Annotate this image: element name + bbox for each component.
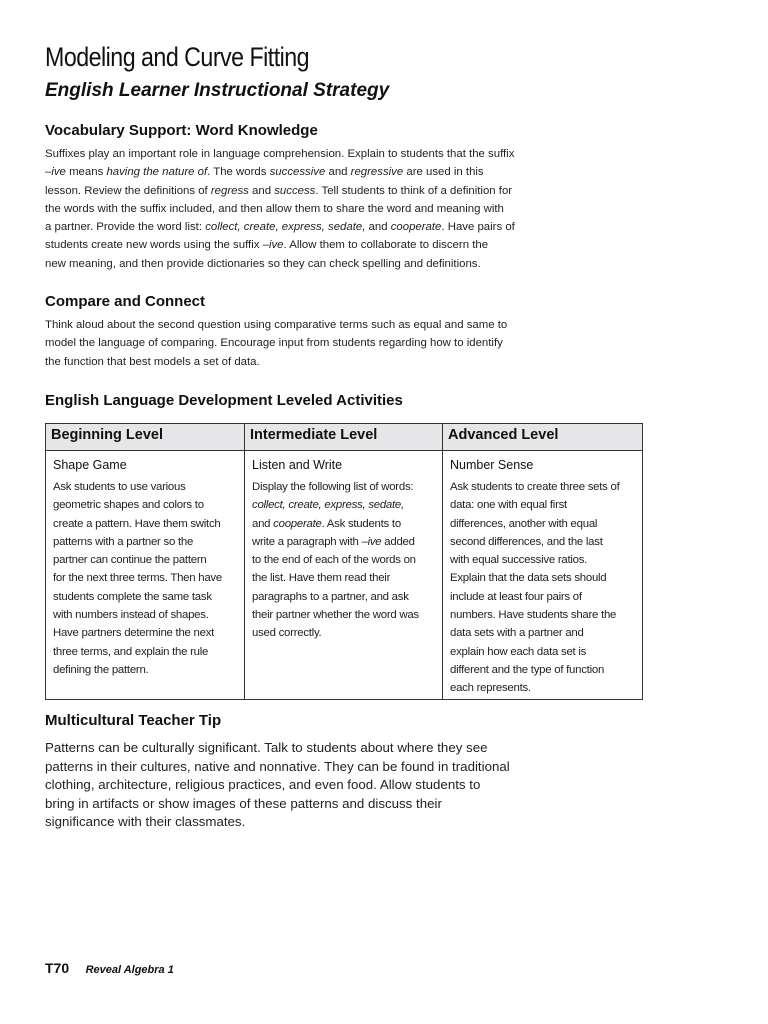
text-run: students create new words using the suffix bbox=[45, 239, 263, 252]
page-subtitle: English Learner Instructional Strategy bbox=[45, 80, 390, 101]
advanced-level-cell bbox=[443, 451, 643, 700]
text-run: . The words bbox=[207, 166, 270, 179]
text-run: the list. Have them read their bbox=[252, 572, 391, 585]
text-run: and bbox=[248, 184, 275, 197]
text-run: added bbox=[381, 535, 415, 548]
italic-text: regress bbox=[210, 184, 249, 197]
text-run: bring in artifacts or show images of these patterns and discuss their bbox=[45, 795, 442, 811]
text-line bbox=[45, 182, 535, 200]
leveled-activities-table bbox=[45, 423, 643, 700]
text-run: the function that best models a set of data. bbox=[45, 355, 260, 368]
book-title: Reveal Algebra 1 bbox=[85, 964, 174, 976]
text-line bbox=[450, 679, 635, 697]
text-line bbox=[45, 163, 535, 181]
text-run: differences, another with equal bbox=[450, 517, 598, 530]
text-run: for the next three terms. Then have bbox=[53, 572, 222, 585]
text-run: include at least four pairs of bbox=[450, 590, 582, 603]
text-line bbox=[45, 813, 545, 832]
text-run: second differences, and the last bbox=[450, 535, 603, 548]
italic-text: –ive bbox=[262, 239, 284, 252]
text-line bbox=[252, 588, 435, 606]
text-line bbox=[45, 334, 535, 352]
text-line bbox=[450, 588, 635, 606]
text-line bbox=[45, 200, 535, 218]
tip-heading: Multicultural Teacher Tip bbox=[45, 712, 222, 729]
italic-text: cooperate bbox=[390, 221, 442, 234]
text-run: students complete the same task bbox=[53, 590, 212, 603]
italic-text: success bbox=[274, 184, 316, 197]
text-line bbox=[53, 551, 237, 569]
text-line bbox=[53, 661, 237, 679]
text-line bbox=[45, 236, 535, 254]
text-line bbox=[450, 624, 635, 642]
text-line bbox=[450, 643, 635, 661]
text-line bbox=[450, 496, 635, 514]
text-line bbox=[53, 496, 237, 514]
text-run: explain how each data set is bbox=[450, 645, 587, 658]
activity-title: Number Sense bbox=[450, 458, 534, 472]
text-run: . Tell students to think of a definition for bbox=[315, 184, 513, 197]
text-line bbox=[53, 569, 237, 587]
page-footer bbox=[45, 960, 174, 978]
text-run: Display the following list of words: bbox=[252, 481, 414, 493]
text-run: used correctly. bbox=[252, 627, 322, 640]
italic-text: collect, create, express, sedate, bbox=[205, 221, 366, 234]
vocab-heading: Vocabulary Support: Word Knowledge bbox=[45, 122, 318, 139]
text-run: with numbers instead of shapes. bbox=[53, 609, 209, 622]
text-run: model the language of comparing. Encourage input from students regarding how to identify bbox=[45, 337, 503, 350]
text-run: create a pattern. Have them switch bbox=[53, 517, 221, 530]
italic-text: successive bbox=[269, 166, 326, 179]
text-run: . Have pairs of bbox=[441, 221, 515, 234]
text-line bbox=[53, 606, 237, 624]
text-run: a partner. Provide the word list: bbox=[45, 221, 206, 234]
text-line bbox=[450, 569, 635, 587]
tip-paragraph bbox=[45, 739, 545, 832]
text-run: patterns in their cultures, native and nonnative. They can be found in traditional bbox=[45, 758, 510, 774]
text-run: significance with their classmates. bbox=[45, 814, 246, 830]
text-line bbox=[45, 218, 535, 236]
text-run: to the end of each of the words on bbox=[252, 554, 416, 567]
beginning-level-cell bbox=[46, 451, 245, 700]
text-line bbox=[45, 776, 545, 795]
compare-heading: Compare and Connect bbox=[45, 293, 206, 310]
text-line bbox=[450, 606, 635, 624]
italic-text: –ive bbox=[361, 535, 382, 548]
italic-text: collect, create, express, sedate, bbox=[252, 499, 404, 512]
text-run: patterns with a partner so the bbox=[53, 535, 194, 548]
activity-text bbox=[53, 478, 237, 679]
text-line bbox=[450, 515, 635, 533]
text-line bbox=[252, 496, 435, 514]
eld-heading: English Language Development Leveled Activities bbox=[45, 392, 403, 409]
text-run: three terms, and explain the rule bbox=[53, 645, 209, 658]
italic-text: regressive bbox=[350, 166, 404, 179]
text-run: write a paragraph with bbox=[252, 535, 362, 548]
text-run: Ask students to use various bbox=[53, 481, 186, 493]
text-line bbox=[252, 606, 435, 624]
text-run: Patterns can be culturally significant. Talk to students about where they see bbox=[45, 740, 488, 755]
text-line bbox=[252, 515, 435, 533]
text-run: means bbox=[65, 166, 107, 179]
text-run: are used in this bbox=[403, 166, 484, 179]
text-line bbox=[450, 533, 635, 551]
text-run: partner can continue the pattern bbox=[53, 554, 207, 567]
text-run: Suffixes play an important role in language comprehension. Explain to students that the suffix bbox=[45, 148, 515, 160]
text-line bbox=[53, 478, 237, 496]
text-line bbox=[45, 145, 535, 163]
text-run: different and the type of function bbox=[450, 663, 605, 676]
text-line bbox=[450, 478, 635, 496]
activity-title: Shape Game bbox=[53, 458, 127, 472]
text-run: Have partners determine the next bbox=[53, 627, 215, 640]
activity-text bbox=[252, 478, 435, 643]
page-title: Modeling and Curve Fitting bbox=[45, 42, 310, 72]
text-line bbox=[53, 624, 237, 642]
intermediate-level-header: Intermediate Level bbox=[245, 424, 443, 451]
text-line bbox=[252, 478, 435, 496]
text-run: Explain that the data sets should bbox=[450, 572, 607, 585]
text-run: the words with the suffix included, and then allow them to share the word and meaning with bbox=[45, 202, 504, 215]
advanced-level-header: Advanced Level bbox=[443, 424, 643, 451]
text-line bbox=[45, 758, 545, 777]
text-run: and bbox=[252, 517, 274, 530]
text-run: and bbox=[365, 221, 391, 234]
italic-text: having the nature of bbox=[106, 166, 208, 179]
text-line bbox=[53, 588, 237, 606]
text-run: clothing, architecture, religious practices, and even food. Allow students to bbox=[45, 777, 481, 793]
text-line bbox=[45, 316, 535, 334]
text-run: lesson. Review the definitions of bbox=[45, 184, 211, 197]
text-run: with equal successive ratios. bbox=[450, 554, 588, 567]
text-line bbox=[53, 515, 237, 533]
text-run: Ask students to create three sets of bbox=[450, 481, 620, 493]
activity-title: Listen and Write bbox=[252, 458, 343, 472]
vocab-paragraph bbox=[45, 145, 535, 273]
text-run: numbers. Have students share the bbox=[450, 609, 617, 622]
text-line bbox=[53, 533, 237, 551]
compare-paragraph bbox=[45, 316, 535, 371]
text-run: . Allow them to collaborate to discern the bbox=[283, 239, 489, 252]
text-run: paragraphs to a partner, and ask bbox=[252, 590, 409, 603]
text-line bbox=[252, 551, 435, 569]
intermediate-level-cell bbox=[245, 451, 443, 700]
text-run: defining the pattern. bbox=[53, 663, 149, 676]
table-header-row bbox=[46, 424, 643, 451]
text-run: and bbox=[325, 166, 351, 179]
text-line bbox=[45, 255, 535, 273]
text-run: each represents. bbox=[450, 682, 531, 695]
text-line bbox=[450, 551, 635, 569]
italic-text: cooperate bbox=[273, 517, 322, 530]
italic-text: –ive bbox=[45, 166, 66, 179]
text-run: data sets with a partner and bbox=[450, 627, 584, 640]
text-run: data: one with equal first bbox=[450, 499, 567, 512]
activity-text bbox=[450, 478, 635, 698]
text-run: geometric shapes and colors to bbox=[53, 499, 204, 512]
text-line bbox=[252, 624, 435, 642]
text-line bbox=[53, 643, 237, 661]
text-line bbox=[450, 661, 635, 679]
text-line bbox=[45, 353, 535, 371]
beginning-level-header: Beginning Level bbox=[46, 424, 245, 451]
page-number: T70 bbox=[45, 960, 70, 976]
text-run: their partner whether the word was bbox=[252, 609, 419, 622]
text-line bbox=[45, 795, 545, 814]
text-run: new meaning, and then provide dictionaries so they can check spelling and definitions. bbox=[45, 257, 481, 270]
text-run: . Ask students to bbox=[321, 517, 401, 530]
text-run: Think aloud about the second question using comparative terms such as equal and same to bbox=[45, 319, 508, 331]
text-line bbox=[252, 533, 435, 551]
table-row bbox=[46, 451, 643, 700]
text-line bbox=[45, 739, 545, 758]
text-line bbox=[252, 569, 435, 587]
